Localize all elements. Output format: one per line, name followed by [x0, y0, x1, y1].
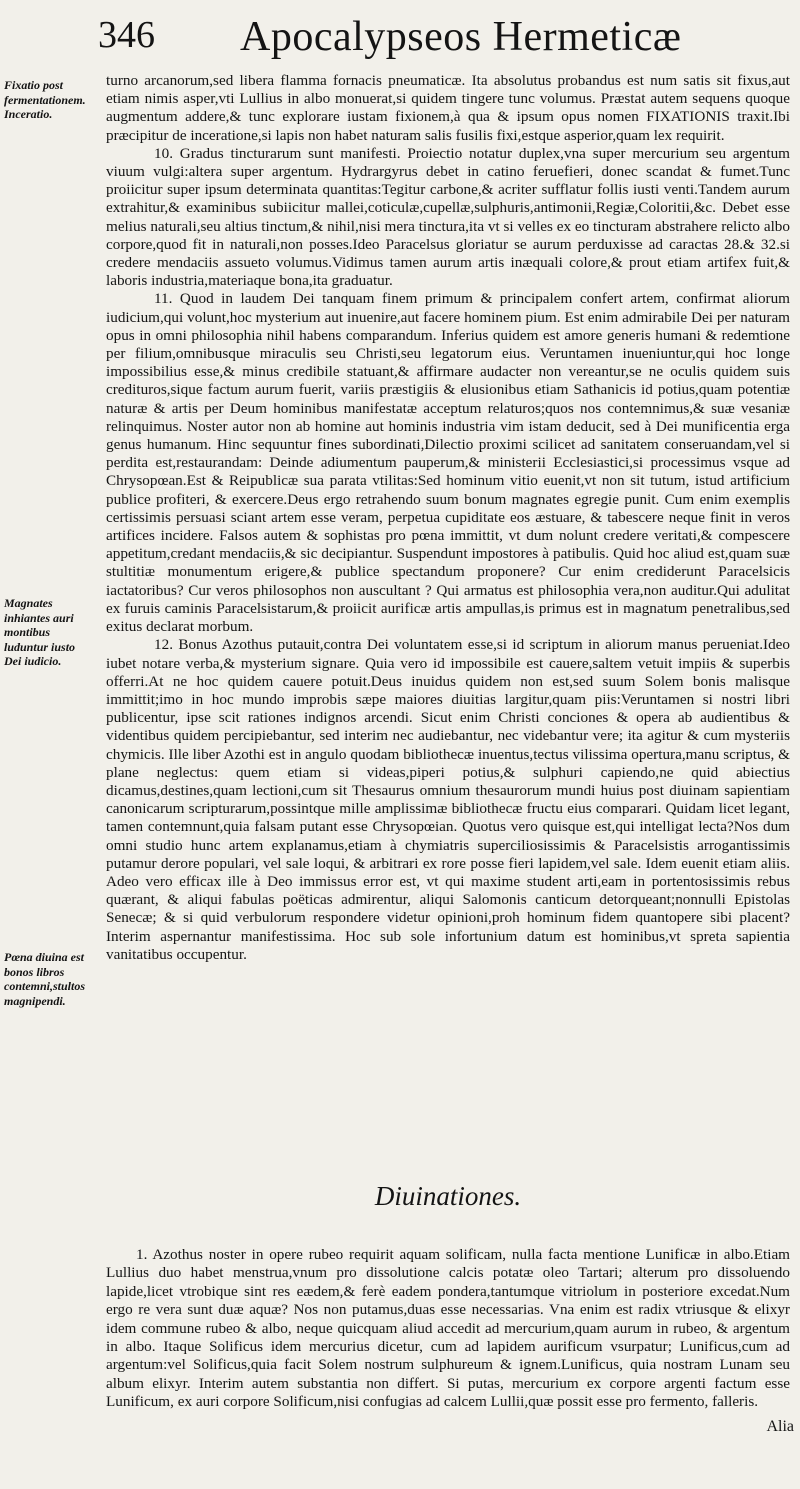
- paragraph-11: 11. Quod in laudem Dei tanquam finem primum & principalem confert artem, confirmat aliorum iudicium,qui volunt,hoc mysterium aut inuenire,aut facere hominem pium. Est enim admirabile Dei per naturam opus in omni philosophia nihil habens comparandum. Inferius quidem est amore generis humani & redemtione per filium,omnibusque miraculis seu Christi,seu legatorum eius. Veruntamen inueniuntur,qui hoc longe impossibilius esse,& minus credibile statuant,& affirmare audacter non vereantur,se ne oculis quidem suis credituros,sique factum aurum fuerit, variis præstigiis & elusionibus etiam Sathanicis id potius,quam potentiæ naturæ & artis per Deum hominibus manifestatæ acceptum relaturos;quos nos contemnimus,& suæ vesaniæ relinquimus. Noster autor non ab homine aut hominis industria vim istam deducit, sed à Dei munificentia erga genus humanum. Hinc sequuntur fines subordinati,Dilectio proximi scilicet ad sanitatem conseruandam,vel si perdita est,restaurandam: Deinde adiumentum pauperum,& ministerii Ecclesiastici,si processimus vsque ad Chrysopœan.Est & Reipublicæ sua parata vtilitas:Sed hominum vitio euenit,vt non sit tutum, istud artificium publice profiteri, & exercere.Deus ergo retrahendo suum bonum magnates egregie punit. Cum enim exemplis certissimis persuasi sciant artem esse veram, perpetua cupiditate eos æstuare, & tabescere neque finit in veros artifices incidere. Falsos autem & sophistas pro pœna immittit, vt dum nolunt credere veritati,& compescere appetitum,credant mendaciis,& sic decipiantur. Suspendunt impostores à patibulis. Quid hoc aliud est,quam suæ stultitiæ monumentum erigere,& publice spectandum proponere? Cur enim crediderunt Paracelsicis iactatoribus? Cur veros philosophos non auscultant ? Qui armatus est philosophia vera,non auditur.Qui adulitat ex furuis caminis Paracelsistarum,& proiicit aurificæ artis ampullas,is primus est in magnatum penetralibus,sed exitus declarat morbum.: [106, 290, 790, 636]
- paragraph-10: 10. Gradus tincturarum sunt manifesti. Proiectio notatur duplex,vna super mercurium seu argentum viuum vulgi:altera super argentum. Hydrargyrus debet in catino feruefieri, donec scandat & fumet.Tunc proiicitur super ipsum determinata quantitas:Tegitur carbone,& acriter sufflatur follis iusti venti.Tandem aurum extrahitur,& examinibus subiicitur mallei,coticulæ,cupellæ,sulphuris,antimonii,Regiæ,Coloritii,&c. Debet esse melius naturali,seu altius tinctum,& nihil,nisi mera tinctura,ita vt si velles ex eo tincturam abstrahere relicto albo corpore,quod fit in naturali,non posses.Ideo Paracelsus gloriatur se aurum perduxisse ad caractas 28.& 32.si credere mendaciis assueto volumus.Vidimus tamen aurum artis inæquali colore,& prout etiam artifex fuit,& laboris industria,materiaque bona,ita graduatur.: [106, 144, 790, 290]
- paragraph-continuation: turno arcanorum,sed libera flamma fornacis pneumaticæ. Ita absolutus probandus est num satis sit fixus,aut etiam nimis asper,vti Lullius in albo monuerat,si quidem tingere tunc volumus. Præstat autem sequens quoque augmentum addere,& tunc explorare iustam fixionem,à qua & ipsum opus nomen FIXATIONIS traxit.Ibi præcipitur de inceratione,si lapis non habet naturam salis fusilis fixi,estque asperior,quam lex requirit.: [106, 72, 790, 144]
- catchword: Alia: [766, 1418, 794, 1435]
- page-number: 346: [98, 14, 155, 56]
- section-heading: Diuinationes.: [374, 1181, 522, 1211]
- margin-note-fixatio: Fixatio post fermentationem. Inceratio.: [4, 78, 86, 122]
- margin-note-poena: Pœna diuina est bonos libros contemni,stultos magnipendi.: [4, 950, 86, 1008]
- paragraph-12: 12. Bonus Azothus putauit,contra Dei voluntatem esse,si id scriptum in aliorum manus perueniat.Ideo iubet notare verba,& mysterium signare. Quia vero id impossibile est cauere,saltem vetuit impiis & superbis offerri.At ne hoc quidem cauere potuit.Deus inuidus quidem non est,sed suum Solem bonis malisque immittit;imo in hoc mundo improbis sæpe maiores diuitias largitur,quam piis:Veruntamen si nostri libri publicentur, ipse scit rationes indignos arcendi. Sicut enim Christi conciones & opera ab audientibus & videntibus quidem percipiebantur, sed interim nec audiebantur, nec videbantur vere; ita agitur & cum mysteriis chymicis. Ille liber Azothi est in angulo quodam bibliothecæ inuentus,tectus vilissima opertura,manu scriptus, & plane neglectus: quem etiam si videas,piperi potius,& sulphuri capiendo,ne quid abiectius dicamus,destines,quam lectioni,cum sit Thesaurus omnium thesaurorum mundi huius post diuinam sapientiam canonicarum scripturarum,possintque mille amplissimæ bibliothecæ fructu eius comparari. Quidam licet legant, tamen contemnunt,quia falsam putant esse Chrysopœian. Quotus vero quisque est,qui intelligat lecta?Nos dum omni studio hunc artem explanamus,etiam à chymiatris superciliosissimis & Paracelsistis arrogantissimis putamur derore populari, vel sale loqui, & arbitrari ex rore posse fieri lapidem,vel sale. Idem euenit etiam aliis. Adeo vero efficax ille à Deo immissus error est, vt qui maxime student arti,eam in portentosissimis rebus quærant, & aliqui fabulas poëticas admirentur, aliqui Salomonis canticum detorqueant;nonnulli Epistolas Senecæ; & si quid verbulorum respondere videtur opinioni,proh hominum fidem quantopere sibi placent?Interim aspernantur manifestissima. Hoc sub sole infortunium datum est hominibus,vt spreta sapientia vanitatibus occupentur.: [106, 636, 790, 963]
- main-text: [106, 72, 790, 964]
- divinations-text: [106, 1246, 790, 1412]
- margin-note-magnates: Magnates inhiantes auri montibus luduntur iusto Dei iudicio.: [4, 596, 76, 669]
- divination-1: 1. Azothus noster in opere rubeo requirit aquam solificam, nulla facta mentione Lunificæ in albo.Etiam Lullius duo habet menstrua,vnum pro dissolutione calcis potatæ oleo Tartari; alterum pro dissoluendo lapide,licet vtrobique sint res eædem,& ferè eadem pondera,tantumque vitriolum in posteriore excedat.Num ergo re vera sunt duæ aquæ? Nos non putamus,duas esse necessarias. Vna enim est radix vtriusque & elixyr idem commune rubeo & albo, neque quicquam aliud accedit ad mercurium,quam aurum in rubeo, & argentum in albo. Itaque Solificus idem mercurius dicetur, cum ad lapidem aurificum vsurpatur; Lunificus,cum ad argentum:vel Solificus,quia facit Solem nostrum sulphureum & ignem.Lunificus, quia nostram Lunam seu album elixyr. Interim autem substantia non differt. Si putas, mercurium ex corpore argenti factum esse Lunificum, ex auri corpore Solificum,nisi confugias ad calcem Lullii,quæ possit esse pro fermento, falleris.: [106, 1246, 790, 1411]
- running-head: Apocalypseos Hermeticæ: [240, 14, 682, 60]
